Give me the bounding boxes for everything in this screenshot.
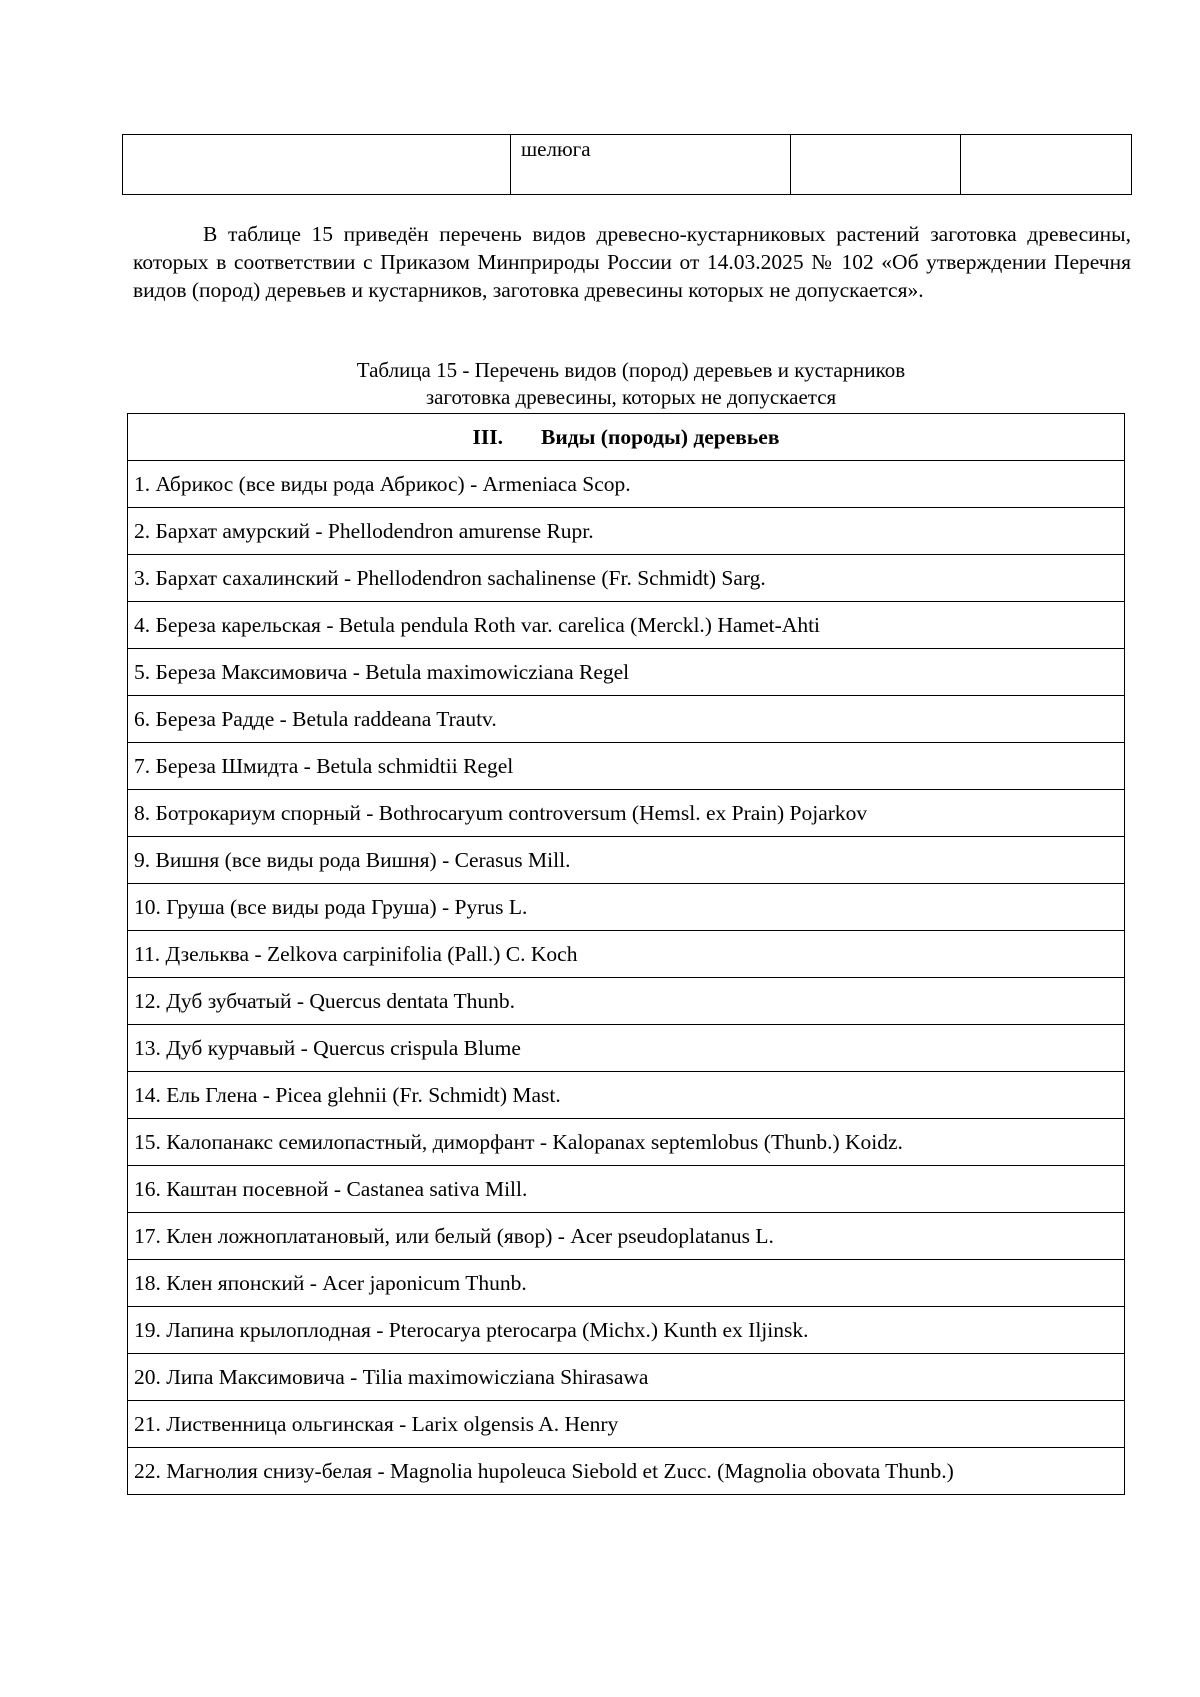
table-row	[128, 1401, 1125, 1448]
species-cell: 11. Дзельква - Zelkova carpinifolia (Pall.) C. Koch	[128, 931, 1125, 978]
table-row	[128, 555, 1125, 602]
section-header-row	[128, 414, 1125, 461]
table-cell	[123, 135, 511, 195]
species-cell: 9. Вишня (все виды рода Вишня) - Cerasus Mill.	[128, 837, 1125, 884]
intro-paragraph	[133, 220, 1131, 304]
species-cell: 2. Бархат амурский - Phellodendron amurense Rupr.	[128, 508, 1125, 555]
species-table	[127, 413, 1125, 1495]
table-row	[128, 743, 1125, 790]
species-cell: 4. Береза карельская - Betula pendula Roth var. carelica (Merckl.) Hamet-Ahti	[128, 602, 1125, 649]
species-cell: 18. Клен японский - Acer japonicum Thunb.	[128, 1260, 1125, 1307]
species-cell: 13. Дуб курчавый - Quercus crispula Blume	[128, 1025, 1125, 1072]
table-row	[128, 508, 1125, 555]
table-cell	[791, 135, 961, 195]
species-cell: 7. Береза Шмидта - Betula schmidtii Regel	[128, 743, 1125, 790]
continued-table-fragment	[122, 134, 1132, 195]
table-row	[128, 1260, 1125, 1307]
species-cell: 8. Ботрокариум спорный - Bothrocaryum controversum (Hemsl. ex Prain) Pojarkov	[128, 790, 1125, 837]
species-cell: 22. Магнолия снизу-белая - Magnolia hupoleuca Siebold et Zucc. (Magnolia obovata Thunb.)	[128, 1448, 1125, 1495]
table-row	[128, 1072, 1125, 1119]
section-title: Виды (породы) деревьев	[541, 424, 780, 449]
table-row	[128, 602, 1125, 649]
species-cell: 21. Лиственница ольгинская - Larix olgensis A. Henry	[128, 1401, 1125, 1448]
species-cell: 14. Ель Глена - Picea glehnii (Fr. Schmidt) Mast.	[128, 1072, 1125, 1119]
species-cell: 6. Береза Радде - Betula raddeana Trautv.	[128, 696, 1125, 743]
table-row	[128, 931, 1125, 978]
species-cell: 17. Клен ложноплатановый, или белый (явор) - Acer pseudoplatanus L.	[128, 1213, 1125, 1260]
species-cell: 16. Каштан посевной - Castanea sativa Mill.	[128, 1166, 1125, 1213]
section-header-cell	[128, 414, 1125, 461]
table-row	[128, 1354, 1125, 1401]
caption-line-2: заготовка древесины, которых не допускается	[425, 385, 837, 409]
table-row	[128, 978, 1125, 1025]
table-row	[128, 1025, 1125, 1072]
table-caption	[200, 357, 1062, 411]
paragraph-text: В таблице 15 приведён перечень видов древесно-кустарниковых растений заготовка древесины, которых в соответствии с Приказом Минприроды России от 14.03.2025 № 102 «Об утверждении Перечня видов (пород) деревьев и кустарников, заготовка древесины которых не допускается».	[133, 222, 1131, 302]
species-cell: 5. Береза Максимовича - Betula maximowicziana Regel	[128, 649, 1125, 696]
table-row	[128, 884, 1125, 931]
table-row	[128, 1166, 1125, 1213]
table-row	[123, 135, 1132, 195]
table-row	[128, 1119, 1125, 1166]
table-row	[128, 461, 1125, 508]
table-row	[128, 1448, 1125, 1495]
table-row	[128, 837, 1125, 884]
table-row	[128, 649, 1125, 696]
species-cell: 20. Липа Максимовича - Tilia maximowicziana Shirasawa	[128, 1354, 1125, 1401]
species-cell: 1. Абрикос (все виды рода Абрикос) - Armeniaca Scop.	[128, 461, 1125, 508]
species-cell: 10. Груша (все виды рода Груша) - Pyrus L.	[128, 884, 1125, 931]
species-cell: 3. Бархат сахалинский - Phellodendron sachalinense (Fr. Schmidt) Sarg.	[128, 555, 1125, 602]
table-row	[128, 696, 1125, 743]
section-number: III.	[472, 424, 504, 449]
species-cell: 12. Дуб зубчатый - Quercus dentata Thunb.	[128, 978, 1125, 1025]
species-cell: 19. Лапина крылоплодная - Pterocarya pterocarpa (Michx.) Kunth ex Iljinsk.	[128, 1307, 1125, 1354]
caption-line-1: Таблица 15 - Перечень видов (пород) деревьев и кустарников	[356, 358, 906, 382]
species-cell: 15. Калопанакс семилопастный, диморфант - Kalopanax septemlobus (Thunb.) Koidz.	[128, 1119, 1125, 1166]
table-row	[128, 790, 1125, 837]
table-cell: шелюга	[511, 135, 791, 195]
table-row	[128, 1307, 1125, 1354]
table-row	[128, 1213, 1125, 1260]
table-cell	[961, 135, 1132, 195]
